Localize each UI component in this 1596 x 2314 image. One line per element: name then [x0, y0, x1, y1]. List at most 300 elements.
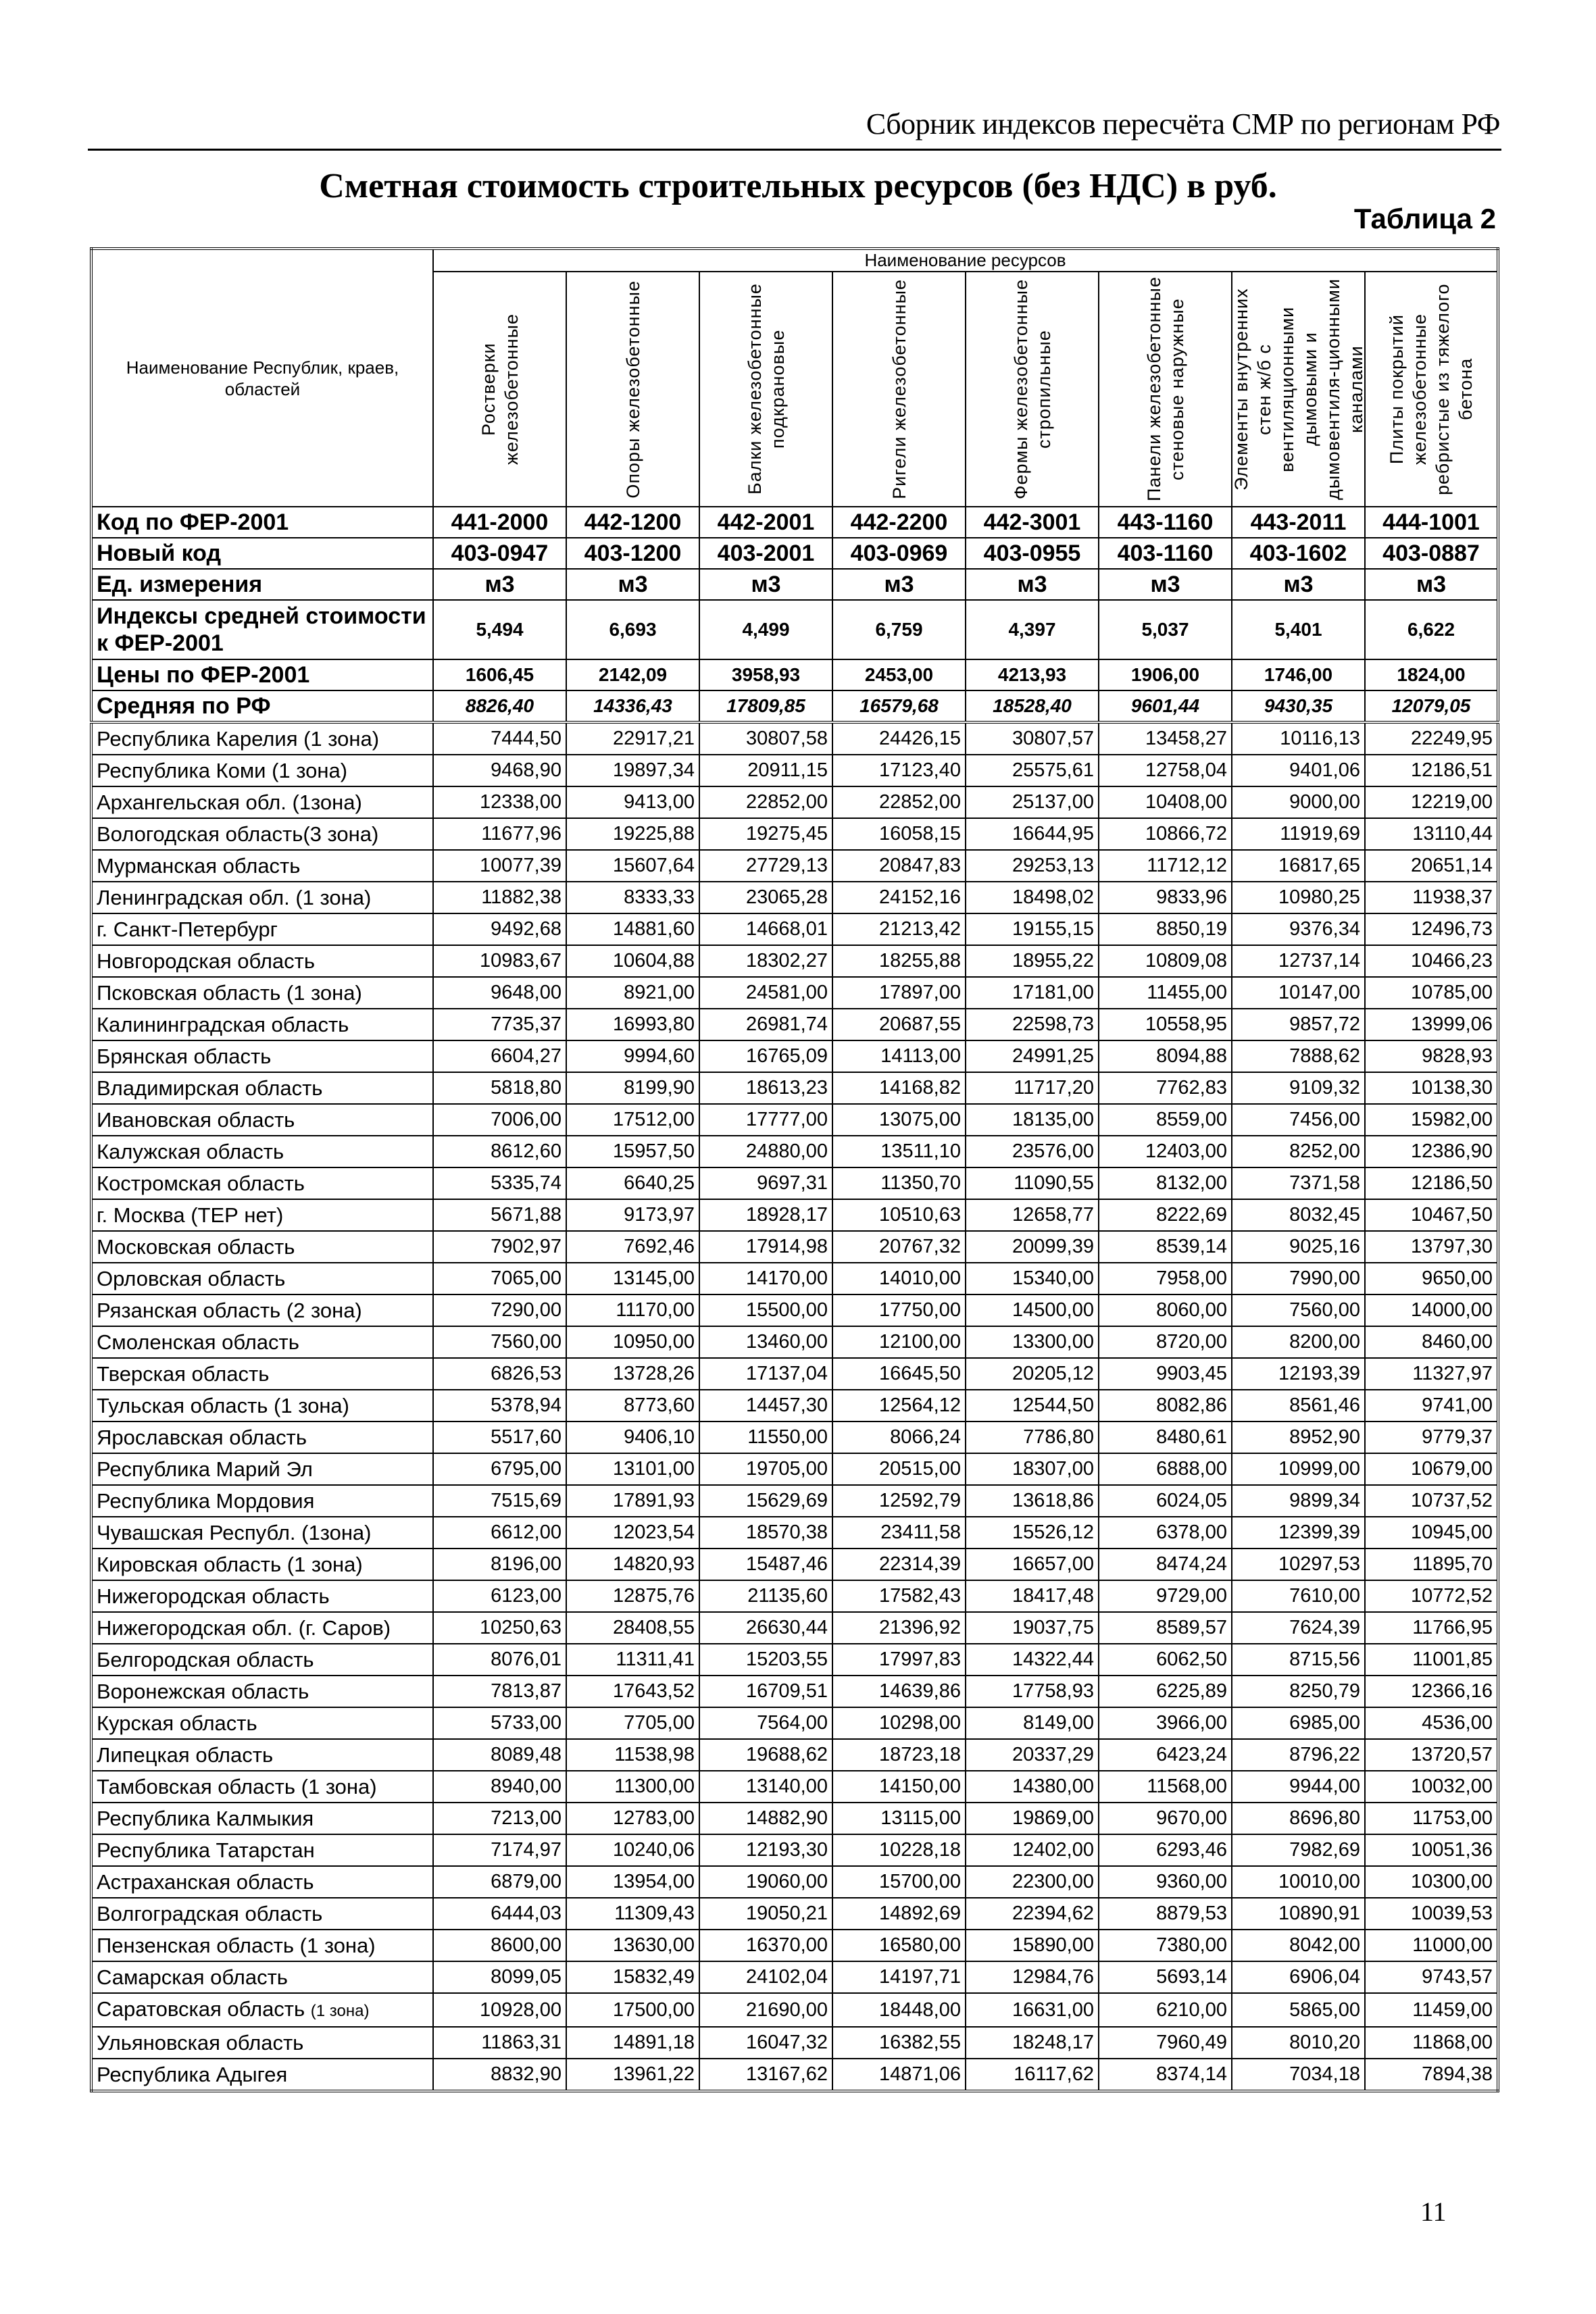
price-cell: 6293,46: [1099, 1834, 1232, 1866]
price-cell: 14113,00: [832, 1040, 966, 1072]
table-row: [91, 1485, 1498, 1517]
table-row: [91, 1866, 1498, 1898]
price-cell: 7735,37: [433, 1009, 566, 1040]
price-cell: 11868,00: [1365, 2027, 1498, 2059]
price-cell: 10032,00: [1365, 1771, 1498, 1803]
price-cell: 13101,00: [566, 1453, 699, 1485]
price-cell: 9401,06: [1232, 755, 1365, 786]
meta-row-label: Индексы средней стоимости к ФЕР-2001: [91, 600, 433, 659]
region-name: Республика Карелия (1 зона): [97, 727, 380, 751]
price-cell: 13110,44: [1365, 818, 1498, 850]
resource-column-header: [832, 272, 966, 507]
region-name: Астраханская область: [97, 1870, 314, 1894]
price-cell: 8196,00: [433, 1549, 566, 1580]
price-cell: 12403,00: [1099, 1136, 1232, 1167]
price-cell: 16047,32: [699, 2027, 832, 2059]
price-cell: 26981,74: [699, 1009, 832, 1040]
resource-column-header-wrap: [434, 272, 566, 506]
price-cell: 7560,00: [433, 1326, 566, 1358]
price-cell: 10785,00: [1365, 977, 1498, 1009]
price-cell: 9903,45: [1099, 1358, 1232, 1390]
price-cell: 11568,00: [1099, 1771, 1232, 1803]
price-cell: 6879,00: [433, 1866, 566, 1898]
region-name-cell: [91, 1517, 433, 1549]
region-name-cell: [91, 1866, 433, 1898]
price-cell: 13961,22: [566, 2059, 699, 2091]
price-cell: 9000,00: [1232, 786, 1365, 818]
price-cell: 10298,00: [832, 1707, 966, 1739]
table-row: [91, 818, 1498, 850]
price-cell: 13728,26: [566, 1358, 699, 1390]
table-row: [91, 1104, 1498, 1136]
price-cell: 18302,27: [699, 945, 832, 977]
price-cell: 13999,06: [1365, 1009, 1498, 1040]
price-cell: 10928,00: [433, 1993, 566, 2027]
region-name: Калининградская область: [97, 1013, 349, 1036]
price-cell: 8561,46: [1232, 1390, 1365, 1422]
price-cell: 21135,60: [699, 1580, 832, 1612]
price-cell: 10077,39: [433, 850, 566, 882]
price-cell: 9729,00: [1099, 1580, 1232, 1612]
meta-cell: 6,759: [832, 600, 966, 659]
meta-cell: 444-1001: [1365, 507, 1498, 538]
region-name-cell: [91, 1390, 433, 1422]
price-cell: 14150,00: [832, 1771, 966, 1803]
price-cell: 5517,60: [433, 1422, 566, 1453]
table-row: [91, 977, 1498, 1009]
price-cell: 17123,40: [832, 755, 966, 786]
resources-group-header: Наименование ресурсов: [433, 249, 1498, 272]
price-cell: 16709,51: [699, 1676, 832, 1707]
price-cell: 17181,00: [966, 977, 1099, 1009]
price-cell: 12186,51: [1365, 755, 1498, 786]
price-cell: 17891,93: [566, 1485, 699, 1517]
region-name-cell: [91, 1326, 433, 1358]
price-cell: 18498,02: [966, 882, 1099, 913]
price-cell: 20847,83: [832, 850, 966, 882]
region-name-cell: [91, 850, 433, 882]
region-name: Псковская область (1 зона): [97, 981, 362, 1005]
region-name-cell: [91, 1422, 433, 1453]
price-cell: 9828,93: [1365, 1040, 1498, 1072]
price-cell: 13115,00: [832, 1803, 966, 1834]
price-cell: 15340,00: [966, 1263, 1099, 1294]
price-cell: 20099,39: [966, 1231, 1099, 1263]
price-cell: 19060,00: [699, 1866, 832, 1898]
price-cell: 7982,69: [1232, 1834, 1365, 1866]
region-name-cell: [91, 2027, 433, 2059]
price-cell: 29253,13: [966, 850, 1099, 882]
price-cell: 12023,54: [566, 1517, 699, 1549]
price-cell: 17997,83: [832, 1644, 966, 1676]
price-cell: 8474,24: [1099, 1549, 1232, 1580]
price-cell: 10116,13: [1232, 722, 1365, 755]
price-cell: 20515,00: [832, 1453, 966, 1485]
resource-column-label: Плиты покрытий железобетонные ребристые из тяжелого бетона: [1387, 283, 1476, 495]
price-cell: 9670,00: [1099, 1803, 1232, 1834]
table-row: [91, 2027, 1498, 2059]
region-name: Ярославская область: [97, 1426, 307, 1449]
price-cell: 7380,00: [1099, 1930, 1232, 1961]
meta-row-label: Новый код: [91, 538, 433, 569]
price-cell: 8094,88: [1099, 1040, 1232, 1072]
price-cell: 13300,00: [966, 1326, 1099, 1358]
price-cell: 22852,00: [699, 786, 832, 818]
price-cell: 5378,94: [433, 1390, 566, 1422]
region-name: Калужская область: [97, 1140, 284, 1163]
meta-cell: м3: [433, 569, 566, 600]
price-cell: 7213,00: [433, 1803, 566, 1834]
price-cell: 12658,77: [966, 1199, 1099, 1231]
price-cell: 18723,18: [832, 1739, 966, 1771]
price-cell: 10138,30: [1365, 1072, 1498, 1104]
price-cell: 9648,00: [433, 977, 566, 1009]
price-cell: 17914,98: [699, 1231, 832, 1263]
region-name: Московская область: [97, 1235, 295, 1259]
meta-cell: 403-0947: [433, 538, 566, 569]
price-cell: 14010,00: [832, 1263, 966, 1294]
region-name-cell: [91, 818, 433, 850]
price-cell: 11766,95: [1365, 1612, 1498, 1644]
meta-cell: 443-1160: [1099, 507, 1232, 538]
region-name: Тамбовская область (1 зона): [97, 1775, 377, 1799]
table-row: [91, 1167, 1498, 1199]
region-name-cell: [91, 1707, 433, 1739]
price-cell: 14500,00: [966, 1294, 1099, 1326]
price-cell: 14891,18: [566, 2027, 699, 2059]
region-name-cell: [91, 2059, 433, 2091]
price-cell: 16631,00: [966, 1993, 1099, 2027]
region-name: Брянская область: [97, 1045, 272, 1068]
price-cell: 25137,00: [966, 786, 1099, 818]
price-cell: 7456,00: [1232, 1104, 1365, 1136]
price-cell: 11882,38: [433, 882, 566, 913]
price-cell: 12193,30: [699, 1834, 832, 1866]
meta-row-index: [91, 600, 1498, 659]
price-cell: 12875,76: [566, 1580, 699, 1612]
price-cell: 13075,00: [832, 1104, 966, 1136]
price-cell: 14892,69: [832, 1898, 966, 1930]
price-cell: 6024,05: [1099, 1485, 1232, 1517]
price-cell: 17582,43: [832, 1580, 966, 1612]
price-cell: 14881,60: [566, 913, 699, 945]
region-name: Волгоградская область: [97, 1902, 323, 1926]
price-cell: 7610,00: [1232, 1580, 1365, 1612]
price-cell: 11938,37: [1365, 882, 1498, 913]
region-name-cell: [91, 1580, 433, 1612]
price-cell: 22300,00: [966, 1866, 1099, 1898]
price-cell: 20911,15: [699, 755, 832, 786]
price-cell: 5818,80: [433, 1072, 566, 1104]
price-cell: 6985,00: [1232, 1707, 1365, 1739]
price-cell: 9743,57: [1365, 1961, 1498, 1993]
price-cell: 11753,00: [1365, 1803, 1498, 1834]
price-cell: 10558,95: [1099, 1009, 1232, 1040]
table-row: [91, 755, 1498, 786]
price-cell: 6795,00: [433, 1453, 566, 1485]
meta-row-avg-rf: [91, 690, 1498, 722]
region-name: Тульская область (1 зона): [97, 1394, 349, 1417]
price-cell: 10297,53: [1232, 1549, 1365, 1580]
resource-column-header-wrap: [567, 272, 699, 506]
price-cell: 13460,00: [699, 1326, 832, 1358]
price-cell: 10890,91: [1232, 1898, 1365, 1930]
meta-cell: 6,622: [1365, 600, 1498, 659]
price-cell: 18135,00: [966, 1104, 1099, 1136]
table-row: [91, 1072, 1498, 1104]
price-cell: 9741,00: [1365, 1390, 1498, 1422]
region-name: Нижегородская область: [97, 1584, 330, 1608]
meta-row-unit: [91, 569, 1498, 600]
table-row: [91, 1517, 1498, 1549]
region-name: Орловская область: [97, 1267, 286, 1290]
region-name-cell: [91, 1294, 433, 1326]
price-cell: 8132,00: [1099, 1167, 1232, 1199]
table-label: Таблица 2: [1353, 203, 1496, 234]
price-cell: 18570,38: [699, 1517, 832, 1549]
table-row: [91, 1231, 1498, 1263]
price-cell: 13618,86: [966, 1485, 1099, 1517]
price-cell: 25575,61: [966, 755, 1099, 786]
region-name-cell: [91, 1231, 433, 1263]
price-cell: 8099,05: [433, 1961, 566, 1993]
price-cell: 16817,65: [1232, 850, 1365, 882]
table-row: [91, 1612, 1498, 1644]
running-head: Сборник индексов пересчёта СМР по регионам РФ: [866, 107, 1500, 141]
price-cell: 16370,00: [699, 1930, 832, 1961]
price-cell: 10950,00: [566, 1326, 699, 1358]
region-name-cell: [91, 1644, 433, 1676]
price-cell: 10980,25: [1232, 882, 1365, 913]
price-cell: 13954,00: [566, 1866, 699, 1898]
meta-cell: м3: [699, 569, 832, 600]
price-cell: 14820,93: [566, 1549, 699, 1580]
region-name-cell: [91, 1612, 433, 1644]
price-cell: 10300,00: [1365, 1866, 1498, 1898]
price-cell: 8076,01: [433, 1644, 566, 1676]
price-cell: 7960,49: [1099, 2027, 1232, 2059]
meta-cell: м3: [566, 569, 699, 600]
price-cell: 5693,14: [1099, 1961, 1232, 1993]
price-cell: 18928,17: [699, 1199, 832, 1231]
price-cell: 5335,74: [433, 1167, 566, 1199]
price-cell: 6906,04: [1232, 1961, 1365, 1993]
price-cell: 14668,01: [699, 913, 832, 945]
price-cell: 22314,39: [832, 1549, 966, 1580]
price-cell: 12399,39: [1232, 1517, 1365, 1549]
price-cell: 7290,00: [433, 1294, 566, 1326]
region-name-cell: [91, 1072, 433, 1104]
price-cell: 8089,48: [433, 1739, 566, 1771]
meta-row-label: Средняя по РФ: [91, 690, 433, 722]
meta-cell: 403-1200: [566, 538, 699, 569]
price-cell: 19225,88: [566, 818, 699, 850]
price-cell: 19688,62: [699, 1739, 832, 1771]
price-cell: 11455,00: [1099, 977, 1232, 1009]
meta-cell: 1824,00: [1365, 659, 1498, 690]
region-name: Самарская область: [97, 1965, 288, 1989]
price-cell: 8333,33: [566, 882, 699, 913]
region-name-cell: [91, 1199, 433, 1231]
meta-cell: 18528,40: [966, 690, 1099, 722]
region-name: Липецкая область: [97, 1743, 274, 1767]
meta-cell: м3: [832, 569, 966, 600]
meta-cell: 441-2000: [433, 507, 566, 538]
price-cell: 12984,76: [966, 1961, 1099, 1993]
region-name: Костромская область: [97, 1172, 305, 1195]
table-row: [91, 1199, 1498, 1231]
price-cell: 8374,14: [1099, 2059, 1232, 2091]
price-cell: 12366,16: [1365, 1676, 1498, 1707]
price-cell: 14170,00: [699, 1263, 832, 1294]
price-cell: 8612,60: [433, 1136, 566, 1167]
price-cell: 22598,73: [966, 1009, 1099, 1040]
price-cell: 8480,61: [1099, 1422, 1232, 1453]
price-cell: 7888,62: [1232, 1040, 1365, 1072]
price-cell: 20651,14: [1365, 850, 1498, 882]
price-cell: 21690,00: [699, 1993, 832, 2027]
resource-column-label: Панели железобетонные стеновые наружные: [1143, 276, 1187, 502]
region-name: Республика Татарстан: [97, 1838, 315, 1862]
table-row: [91, 1834, 1498, 1866]
table-row: [91, 1961, 1498, 1993]
price-cell: 19050,21: [699, 1898, 832, 1930]
price-cell: 11327,97: [1365, 1358, 1498, 1390]
resource-column-header: [966, 272, 1099, 507]
price-cell: 20687,55: [832, 1009, 966, 1040]
price-cell: 7786,80: [966, 1422, 1099, 1453]
meta-cell: м3: [1365, 569, 1498, 600]
price-cell: 12496,73: [1365, 913, 1498, 945]
price-cell: 6062,50: [1099, 1644, 1232, 1676]
price-cell: 7958,00: [1099, 1263, 1232, 1294]
resource-column-header: [566, 272, 699, 507]
region-name-cell: [91, 1453, 433, 1485]
price-cell: 11919,69: [1232, 818, 1365, 850]
price-cell: 12592,79: [832, 1485, 966, 1517]
price-cell: 10408,00: [1099, 786, 1232, 818]
price-cell: 9360,00: [1099, 1866, 1232, 1898]
resource-column-header: [1365, 272, 1498, 507]
price-cell: 24991,25: [966, 1040, 1099, 1072]
table-row: [91, 1358, 1498, 1390]
meta-cell: м3: [1232, 569, 1365, 600]
price-cell: 14639,86: [832, 1676, 966, 1707]
price-cell: 8715,56: [1232, 1644, 1365, 1676]
meta-cell: 1606,45: [433, 659, 566, 690]
price-cell: 15890,00: [966, 1930, 1099, 1961]
price-cell: 16382,55: [832, 2027, 966, 2059]
price-cell: 18248,17: [966, 2027, 1099, 2059]
resource-column-header-wrap: [1099, 272, 1231, 506]
region-name: Республика Мордовия: [97, 1489, 315, 1513]
meta-cell: 17809,85: [699, 690, 832, 722]
meta-cell: 403-0887: [1365, 538, 1498, 569]
price-cell: 17897,00: [832, 977, 966, 1009]
price-cell: 8850,19: [1099, 913, 1232, 945]
price-cell: 18613,23: [699, 1072, 832, 1104]
price-cell: 15957,50: [566, 1136, 699, 1167]
price-cell: 16058,15: [832, 818, 966, 850]
resource-column-label: Балки железобетонные подкрановые: [744, 283, 788, 495]
price-cell: 16657,00: [966, 1549, 1099, 1580]
region-name: Ульяновская область: [97, 2031, 304, 2055]
table-row: [91, 2059, 1498, 2091]
price-cell: 19037,75: [966, 1612, 1099, 1644]
resource-column-header: [433, 272, 566, 507]
region-name: Курская область: [97, 1711, 257, 1735]
price-cell: 11712,12: [1099, 850, 1232, 882]
price-cell: 19705,00: [699, 1453, 832, 1485]
price-cell: 8589,57: [1099, 1612, 1232, 1644]
price-cell: 6444,03: [433, 1898, 566, 1930]
region-name: г. Санкт-Петербург: [97, 917, 278, 941]
price-cell: 8796,22: [1232, 1739, 1365, 1771]
region-name-cell: [91, 1104, 433, 1136]
region-name-cell: [91, 945, 433, 977]
table-row: [91, 786, 1498, 818]
price-cell: 7902,97: [433, 1231, 566, 1263]
price-cell: 7006,00: [433, 1104, 566, 1136]
table-row: [91, 1040, 1498, 1072]
resource-column-header: [699, 272, 832, 507]
price-cell: 7564,00: [699, 1707, 832, 1739]
price-cell: 16117,62: [966, 2059, 1099, 2091]
region-name: Мурманская область: [97, 854, 301, 878]
price-cell: 10945,00: [1365, 1517, 1498, 1549]
price-cell: 22917,21: [566, 722, 699, 755]
price-cell: 20205,12: [966, 1358, 1099, 1390]
table-row: [91, 1549, 1498, 1580]
price-cell: 5865,00: [1232, 1993, 1365, 2027]
price-cell: 8559,00: [1099, 1104, 1232, 1136]
meta-cell: 442-2001: [699, 507, 832, 538]
price-cell: 8952,90: [1232, 1422, 1365, 1453]
price-cell: 19155,15: [966, 913, 1099, 945]
price-cell: 12100,00: [832, 1326, 966, 1358]
price-cell: 6210,00: [1099, 1993, 1232, 2027]
region-name: Вологодская область(3 зона): [97, 822, 379, 846]
price-cell: 30807,58: [699, 722, 832, 755]
price-cell: 8832,90: [433, 2059, 566, 2091]
price-cell: 11000,00: [1365, 1930, 1498, 1961]
price-cell: 8010,20: [1232, 2027, 1365, 2059]
price-cell: 9994,60: [566, 1040, 699, 1072]
price-cell: 12219,00: [1365, 786, 1498, 818]
price-cell: 12338,00: [433, 786, 566, 818]
price-cell: 21213,42: [832, 913, 966, 945]
price-cell: 7705,00: [566, 1707, 699, 1739]
region-zone-note: (1 зона): [310, 2002, 370, 2020]
price-cell: 7174,97: [433, 1834, 566, 1866]
table-row: [91, 1009, 1498, 1040]
price-cell: 8250,79: [1232, 1676, 1365, 1707]
meta-cell: 403-1602: [1232, 538, 1365, 569]
resource-cost-table: [90, 247, 1499, 2092]
price-cell: 10250,63: [433, 1612, 566, 1644]
price-cell: 12186,50: [1365, 1167, 1498, 1199]
resource-column-header: [1232, 272, 1365, 507]
price-cell: 11459,00: [1365, 1993, 1498, 2027]
region-name: Новгородская область: [97, 949, 316, 973]
table-row: [91, 1707, 1498, 1739]
meta-cell: 443-2011: [1232, 507, 1365, 538]
price-cell: 11170,00: [566, 1294, 699, 1326]
price-cell: 11001,85: [1365, 1644, 1498, 1676]
price-cell: 23411,58: [832, 1517, 966, 1549]
region-name-cell: [91, 1485, 433, 1517]
price-cell: 17758,93: [966, 1676, 1099, 1707]
